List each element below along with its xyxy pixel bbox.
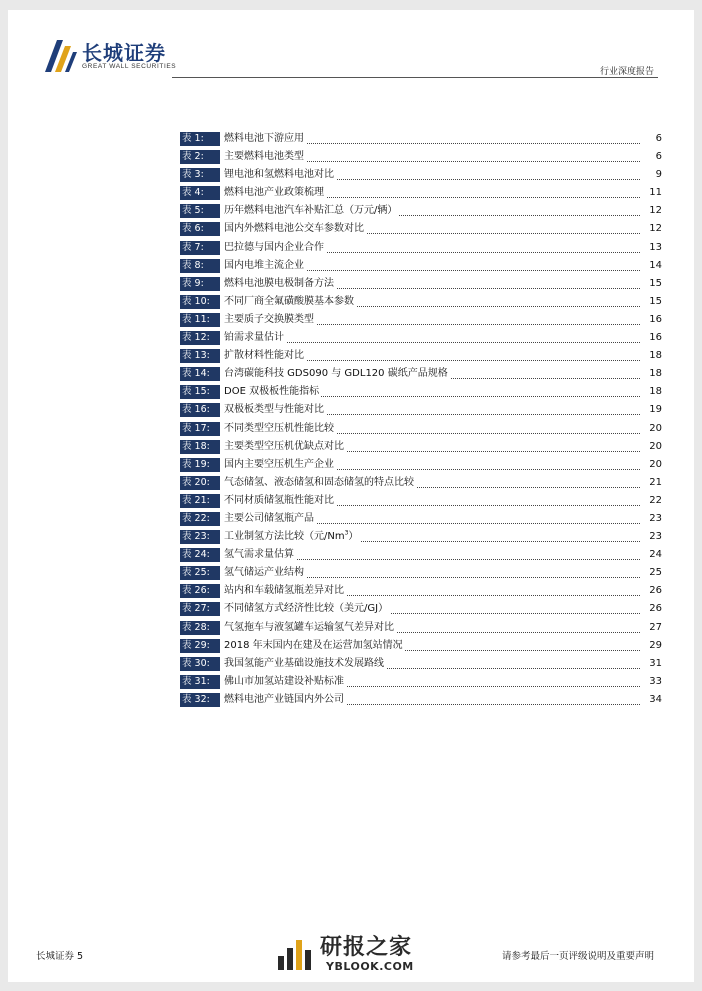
toc-row-title xyxy=(224,421,336,437)
toc-row-title-text: 主要类型空压机优缺点对比 xyxy=(224,440,344,452)
toc-row-title-text: 氢气储运产业结构 xyxy=(224,567,304,579)
toc-row-title-text: 主要质子交换膜类型 xyxy=(224,313,314,325)
great-wall-logo-icon xyxy=(43,38,77,74)
toc-row[interactable] xyxy=(180,492,662,510)
toc-row-page-number: 20 xyxy=(647,421,662,437)
toc-row[interactable] xyxy=(180,220,662,238)
toc-row[interactable] xyxy=(180,239,662,257)
toc-row-title xyxy=(224,620,396,636)
toc-row-page-number: 14 xyxy=(647,258,662,274)
page-header xyxy=(8,10,694,80)
toc-row-label: 表 10: xyxy=(180,295,220,309)
header-divider xyxy=(172,77,658,78)
watermark-url: YBLOOK.COM xyxy=(326,960,414,973)
toc-row-title xyxy=(224,312,316,328)
toc-row-page-number: 34 xyxy=(647,692,662,708)
watermark xyxy=(276,930,476,978)
toc-row[interactable] xyxy=(180,257,662,275)
toc-row-label: 表 1: xyxy=(180,132,220,146)
toc-row-page-number: 19 xyxy=(647,402,662,418)
toc-row-title-tail: ） xyxy=(348,531,359,543)
report-type: 行业深度报告 xyxy=(599,67,654,77)
toc-row-title-text: 不同储氢方式经济性比较（美元/GJ） xyxy=(224,603,389,615)
toc-row-title xyxy=(224,203,399,219)
toc-row-title xyxy=(224,240,326,256)
toc-row-title-text: 国内外燃料电池公交车参数对比 xyxy=(224,223,364,235)
toc-row-page-number: 12 xyxy=(647,221,662,237)
toc-row-title-text: 燃料电池下游应用 xyxy=(224,133,304,144)
toc-row-label: 表 17: xyxy=(180,422,220,436)
toc-row[interactable] xyxy=(180,401,662,419)
toc-row[interactable] xyxy=(180,637,662,655)
toc-row-title xyxy=(224,692,346,708)
toc-row-page-number: 29 xyxy=(647,638,662,654)
toc-row-label: 表 31: xyxy=(180,675,220,689)
toc-row-page-number: 23 xyxy=(647,511,662,527)
footer-disclaimer: 请参考最后一页评级说明及重要声明 xyxy=(501,951,654,962)
toc-row-page-number: 16 xyxy=(647,312,662,328)
toc-row-title xyxy=(224,149,306,165)
toc-row-page-number: 16 xyxy=(647,330,662,346)
toc-row-page-number: 12 xyxy=(647,203,662,219)
toc-row-title-text: 国内主要空压机生产企业 xyxy=(224,458,334,470)
toc-row-title xyxy=(224,348,306,364)
toc-row-title-text: 我国氢能产业基础设施技术发展路线 xyxy=(224,657,384,669)
toc-row-title-text: 燃料电池产业链国内外公司 xyxy=(224,693,344,705)
toc-row[interactable] xyxy=(180,130,662,148)
toc-row-page-number: 22 xyxy=(647,493,662,509)
toc-row-page-number: 9 xyxy=(654,167,662,183)
toc-row-title-text: 佛山市加氢站建设补贴标准 xyxy=(224,675,344,687)
toc-row-title-text: 主要燃料电池类型 xyxy=(224,151,304,163)
toc-row-title xyxy=(224,583,346,599)
toc-row-title-text: 氢气需求量估算 xyxy=(224,549,294,561)
toc-row-label: 表 26: xyxy=(180,584,220,598)
toc-row-title-text: 巴拉德与国内企业合作 xyxy=(224,241,324,253)
toc-row[interactable] xyxy=(180,456,662,474)
toc-row-page-number: 21 xyxy=(647,475,662,491)
toc-row-page-number: 25 xyxy=(647,565,662,581)
toc-row-page-number: 15 xyxy=(647,294,662,310)
toc-row-title xyxy=(224,638,405,654)
toc-row-title xyxy=(224,221,366,237)
toc-row-label: 表 18: xyxy=(180,440,220,454)
toc-row-title xyxy=(224,384,321,400)
toc-row[interactable] xyxy=(180,691,662,709)
toc-row-label: 表 11: xyxy=(180,313,220,327)
toc-row-page-number: 23 xyxy=(647,529,662,545)
toc-row[interactable] xyxy=(180,582,662,600)
toc-row-title xyxy=(224,185,326,201)
toc-row-page-number: 20 xyxy=(647,439,662,455)
toc-row[interactable] xyxy=(180,329,662,347)
toc-row[interactable] xyxy=(180,438,662,456)
toc-row-title xyxy=(224,547,296,563)
toc-row-label: 表 32: xyxy=(180,693,220,707)
footer-page-label: 长城证券 5 xyxy=(36,951,84,962)
toc-row-title-text: DOE 双极板性能指标 xyxy=(224,386,320,398)
toc-row-title xyxy=(224,167,336,183)
toc-row-page-number: 31 xyxy=(647,656,662,672)
toc-row[interactable] xyxy=(180,546,662,564)
toc-row-page-number: 18 xyxy=(647,348,662,364)
toc-row[interactable] xyxy=(180,347,662,365)
toc-row-title-text: 气氢拖车与液氢罐车运输氢气差异对比 xyxy=(224,621,394,633)
toc-row-title xyxy=(224,457,336,473)
toc-row-title-text: 站内和车载储氢瓶差异对比 xyxy=(224,585,344,597)
watermark-logo-icon xyxy=(276,934,314,972)
toc-row-label: 表 7: xyxy=(180,241,220,255)
toc-row-title-superscript: 3 xyxy=(344,529,349,537)
toc-row-title xyxy=(224,294,356,310)
toc-row-label: 表 19: xyxy=(180,458,220,472)
toc-row-label: 表 27: xyxy=(180,602,220,616)
toc-row-title-text: 主要公司储氢瓶产品 xyxy=(224,512,314,524)
toc-row-label: 表 22: xyxy=(180,512,220,526)
toc-row-title-text: 台湾碳能科技 GDS090 与 GDL120 碳纸产品规格 xyxy=(224,368,448,380)
toc-row[interactable] xyxy=(180,673,662,691)
toc-row[interactable] xyxy=(180,600,662,618)
toc-row-title-text: 铂需求量估计 xyxy=(224,332,284,344)
toc-row-title-text: 工业制氢方法比较（元/Nm xyxy=(224,531,345,543)
toc-row-label: 表 14: xyxy=(180,367,220,381)
document-page xyxy=(8,10,694,982)
toc-row[interactable] xyxy=(180,383,662,401)
toc-row[interactable] xyxy=(180,293,662,311)
toc-row[interactable] xyxy=(180,420,662,438)
toc-row[interactable] xyxy=(180,564,662,582)
toc-row[interactable] xyxy=(180,655,662,673)
toc-row-page-number: 20 xyxy=(647,457,662,473)
toc-row[interactable] xyxy=(180,474,662,492)
toc-row-label: 表 5: xyxy=(180,204,220,218)
toc-row-label: 表 29: xyxy=(180,639,220,653)
toc-row-page-number: 6 xyxy=(654,131,662,147)
toc-row-title-text: 扩散材料性能对比 xyxy=(224,350,304,362)
toc-row-page-number: 6 xyxy=(654,149,662,165)
toc-row-title xyxy=(224,529,360,545)
toc-row-title-text: 历年燃料电池汽车补贴汇总（万元/辆） xyxy=(224,205,398,217)
toc-row-page-number: 15 xyxy=(647,276,662,292)
toc-row-title xyxy=(224,131,306,147)
toc-row-title xyxy=(224,511,316,527)
toc-row-title xyxy=(224,258,306,274)
toc-row-page-number: 18 xyxy=(647,366,662,382)
toc-row-label: 表 13: xyxy=(180,349,220,363)
toc-row-label: 表 30: xyxy=(180,657,220,671)
toc-row-title xyxy=(224,674,346,690)
toc-row-title-text: 燃料电池膜电极制备方法 xyxy=(224,277,334,289)
toc-row-leader xyxy=(224,342,640,343)
brand-name-cn: 长城证券 xyxy=(82,41,166,65)
toc-row-label: 表 8: xyxy=(180,259,220,273)
toc-row-title-text: 2018 年末国内在建及在运营加氢站情况 xyxy=(224,639,403,651)
toc-row[interactable] xyxy=(180,510,662,528)
watermark-text: 研报之家 xyxy=(320,935,413,960)
toc-row-label: 表 4: xyxy=(180,186,220,200)
toc-row-page-number: 26 xyxy=(647,583,662,599)
toc-row-title xyxy=(224,601,390,617)
toc-row-title-text: 不同厂商全氟磺酸膜基本参数 xyxy=(224,295,354,307)
toc-row-title xyxy=(224,402,326,418)
toc-row-label: 表 24: xyxy=(180,548,220,562)
toc-row-title-text: 燃料电池产业政策梳理 xyxy=(224,187,324,199)
toc-row-title xyxy=(224,493,336,509)
brand-name-en: GREAT WALL SECURITIES xyxy=(82,63,177,70)
toc-row-label: 表 23: xyxy=(180,530,220,544)
toc-row-title-text: 气态储氢、液态储氢和固态储氢的特点比较 xyxy=(224,476,414,488)
toc-row-title-text: 不同类型空压机性能比较 xyxy=(224,422,334,434)
toc-row-title xyxy=(224,475,416,491)
toc-row-title-text: 双极板类型与性能对比 xyxy=(224,404,324,416)
toc-row-page-number: 24 xyxy=(647,547,662,563)
toc-row-page-number: 27 xyxy=(647,620,662,636)
toc-row-title xyxy=(224,330,286,346)
toc-row[interactable] xyxy=(180,275,662,293)
table-of-tables xyxy=(180,130,662,709)
toc-row-title xyxy=(224,366,450,382)
toc-row-label: 表 15: xyxy=(180,385,220,399)
toc-row-label: 表 2: xyxy=(180,150,220,164)
toc-row-label: 表 6: xyxy=(180,222,220,236)
toc-row-label: 表 16: xyxy=(180,403,220,417)
toc-row-label: 表 9: xyxy=(180,277,220,291)
toc-row-page-number: 11 xyxy=(647,185,662,201)
toc-row[interactable] xyxy=(180,184,662,202)
toc-row[interactable] xyxy=(180,311,662,329)
toc-row[interactable] xyxy=(180,619,662,637)
toc-row-title xyxy=(224,565,306,581)
toc-row-label: 表 25: xyxy=(180,566,220,580)
toc-row-title-text: 国内电堆主流企业 xyxy=(224,259,304,271)
toc-row-title-text: 不同材质储氢瓶性能对比 xyxy=(224,494,334,506)
toc-row-label: 表 21: xyxy=(180,494,220,508)
toc-row[interactable] xyxy=(180,365,662,383)
toc-row-label: 表 12: xyxy=(180,331,220,345)
toc-row-title xyxy=(224,439,346,455)
toc-row-page-number: 13 xyxy=(647,240,662,256)
toc-row-page-number: 26 xyxy=(647,601,662,617)
toc-row-title xyxy=(224,656,386,672)
toc-row[interactable] xyxy=(180,528,662,546)
toc-row-label: 表 3: xyxy=(180,168,220,182)
toc-row-label: 表 28: xyxy=(180,621,220,635)
toc-row-label: 表 20: xyxy=(180,476,220,490)
toc-row[interactable] xyxy=(180,202,662,220)
toc-row[interactable] xyxy=(180,148,662,166)
toc-row-page-number: 33 xyxy=(647,674,662,690)
toc-row-page-number: 18 xyxy=(647,384,662,400)
toc-row-title-text: 锂电池和氢燃料电池对比 xyxy=(224,169,334,181)
toc-row-title xyxy=(224,276,336,292)
toc-row[interactable] xyxy=(180,166,662,184)
